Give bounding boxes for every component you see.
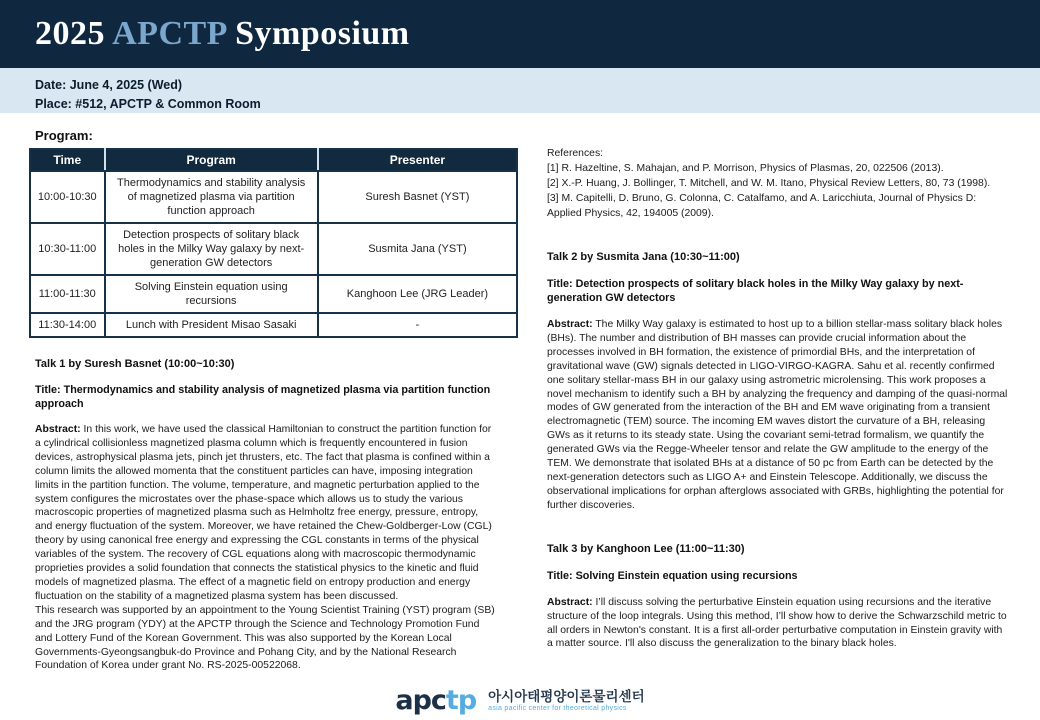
title-accent: APCTP xyxy=(112,15,227,52)
table-header-row xyxy=(30,149,517,171)
logo-english-name: asia pacific center for theoretical physics xyxy=(488,704,627,712)
references-section xyxy=(547,146,1009,221)
abstract-label: Abstract: xyxy=(547,596,593,608)
place-line: Place: #512, APCTP & Common Room xyxy=(35,97,261,111)
talk3-title: Title: Solving Einstein equation using recursions xyxy=(547,569,798,582)
reference-item: [2] X.-P. Huang, J. Bollinger, T. Mitchell, and W. M. Itano, Physical Review Letters, 80, 73 (1998). xyxy=(547,178,991,189)
title-year: 2025 xyxy=(35,15,113,52)
talk1-title: Title: Thermodynamics and stability analysis of magnetized plasma via partition function approach xyxy=(35,384,491,410)
cell-presenter: Kanghoon Lee (JRG Leader) xyxy=(318,275,517,313)
logo-text-apc: apc xyxy=(395,685,446,716)
cell-time: 10:00-10:30 xyxy=(30,171,105,223)
right-column xyxy=(547,146,1009,651)
column-header-presenter: Presenter xyxy=(318,149,517,171)
cell-time: 11:00-11:30 xyxy=(30,275,105,313)
table-row xyxy=(30,313,517,337)
talk1-abstract xyxy=(35,423,497,604)
table-row xyxy=(30,171,517,223)
info-band xyxy=(0,68,1040,113)
column-header-time: Time xyxy=(30,149,105,171)
talk2-heading: Talk 2 by Susmita Jana (10:30~11:00) xyxy=(547,251,740,263)
page-title xyxy=(35,15,410,53)
logo-text-tp: tp xyxy=(445,685,477,716)
cell-program: Thermodynamics and stability analysis of magnetized plasma via partition function approach xyxy=(105,171,318,223)
program-table xyxy=(29,148,518,338)
cell-presenter: Suresh Basnet (YST) xyxy=(318,171,517,223)
apctp-logo xyxy=(395,687,476,714)
program-label: Program: xyxy=(35,128,93,143)
talk3-abstract-text: I’ll discuss solving the perturbative Einstein equation using recursions and the iterative structure of the loop integrals. Using this method, I’ll show how to derive the Schwarzschild metric to all orders in Newton's constant. It is a first all-order perturbative computation in Einstein gravity with a matter source. I'll also discuss the generalization to the binary black holes. xyxy=(547,596,1007,650)
references-label: References: xyxy=(547,148,604,159)
cell-time: 10:30-11:00 xyxy=(30,223,105,275)
talk1-abstract-text: In this work, we have used the classical Hamiltonian to construct the partition function for a cylindrical collisionless magnetized plasma column which is frequently encountered in fusion devices, astrophysical plasma jets, pinch jet thrusters, etc. The fact that plasma is confined within a column limits the allowed momenta that the constituent particles can have, imposing integration limits in the partition function. The volume, temperature, and magnetic perturbation applied to the system configures the microstates over the phase-space which allows us to study the various macroscopic properties of magnetized plasma such as Helmholtz free energy, pressure, entropy, and energy fluctuation of the system. Moreover, we have retained the Chew-Goldberger-Low (CGL) theory by using canonical free energy and expressing the CGL constants in terms of the physical variables of the system. The recovery of CGL equations along with macroscopic thermodynamic proprieties provides a solid foundation that connects the statistical physics to the kinetic and fluid models of magnetized plasma. The effect of a magnetic field on entropy production and energy fluctuation on the stability of a magnetized plasma system has been discussed. xyxy=(35,424,492,602)
title-rest: Symposium xyxy=(226,15,410,52)
talk2-abstract-text: The Milky Way galaxy is estimated to host up to a billion stellar-mass solitary black holes (BHs). The number and distribution of BH masses can provide crucial information about the processes involved in BH formation, the existence of primordial BHs, and the interpretation of gravitational wave (GW) signals detected in LIGO-VIRGO-KAGRA. Sahu et al. recently confirmed one solitary stellar-mass BH in our galaxy using astrometric microlensing. This work proposes a novel mechanism to identify such a BH by analyzing the frequency and damping of the quasi-normal modes of GW generated from the interaction of the BH and EM wave originating from a transient electromagnetic (TEM) source. The incoming EM waves distort the curvature of a BH, releasing GWs as it returns to its steady state. Using the covariant semi-tetrad formalism, we quantify the generated GWs via the Regge-Wheeler tensor and relate the GW amplitude to the energy of the TEM. We demonstrate that isolated BHs at a distance of 50 pc from Earth can be detected by the next-generation detectors such as LIGO A+ and Einstein Telescope. Additionally, we discuss the observational implications for orphan afterglows associated with GRBs, highlighting the potential for further discoveries. xyxy=(547,319,1008,511)
left-column xyxy=(29,128,518,673)
talk2-abstract xyxy=(547,318,1009,513)
date-line: Date: June 4, 2025 (Wed) xyxy=(35,78,183,92)
talk1-funding-note: This research was supported by an appointment to the Young Scientist Training (YST) program (SB) and the JRG program (YDY) at the APCTP through the Science and Technology Promotion Fund and Lottery Fund of the Korean Government. This was also supported by the Korean Local Governments-Gyeongsangbuk-do Province and Pohang City, and by the National Research Foundation of Korea under grant No. RS-2025-00522068. xyxy=(35,604,495,672)
reference-item: [3] M. Capitelli, D. Bruno, G. Colonna, C. Catalfamo, and A. Laricchiuta, Journal of Physics D: Applied Physics, 42, 194005 (2009). xyxy=(547,193,977,219)
talk3-heading: Talk 3 by Kanghoon Lee (11:00~11:30) xyxy=(547,542,745,555)
reference-item: [1] R. Hazeltine, S. Mahajan, and P. Morrison, Physics of Plasmas, 20, 022506 (2013). xyxy=(547,163,944,174)
logo-korean-name: 아시아태평양이론물리센터 xyxy=(488,688,645,704)
abstract-label: Abstract: xyxy=(35,424,81,435)
column-header-program: Program xyxy=(105,149,318,171)
abstract-label: Abstract: xyxy=(547,319,593,330)
table-row xyxy=(30,223,517,275)
table-row xyxy=(30,275,517,313)
cell-program: Solving Einstein equation using recursions xyxy=(105,275,318,313)
cell-presenter: - xyxy=(318,313,517,337)
cell-program: Lunch with President Misao Sasaki xyxy=(105,313,318,337)
cell-program: Detection prospects of solitary black holes in the Milky Way galaxy by next-generation GW detectors xyxy=(105,223,318,275)
talk1-section xyxy=(35,358,497,673)
talk2-title: Title: Detection prospects of solitary black holes in the Milky Way galaxy by next-generation GW detectors xyxy=(547,278,964,304)
header-bar xyxy=(0,0,1040,68)
cell-time: 11:30-14:00 xyxy=(30,313,105,337)
logo-names xyxy=(488,689,645,713)
talk1-heading: Talk 1 by Suresh Basnet (10:00~10:30) xyxy=(35,358,235,370)
talk3-abstract xyxy=(547,596,1009,652)
cell-presenter: Susmita Jana (YST) xyxy=(318,223,517,275)
footer xyxy=(0,687,1040,714)
